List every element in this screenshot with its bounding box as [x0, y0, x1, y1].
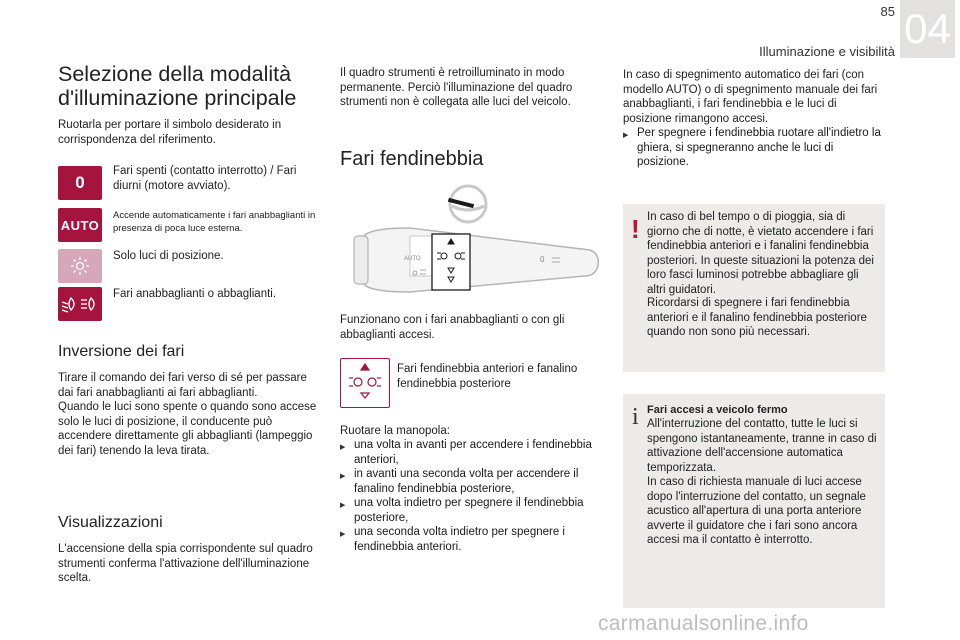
info-text-2: In caso di richiesta manuale di luci accese dopo l'interruzione del contatto, un segnale acustico all'apertura di una porta anteriore avverte il guidatore che i fari sono ancora accesi ma il contatto è interrotto.: [647, 476, 866, 546]
mode-auto-label: AUTO: [60, 217, 100, 233]
section-title: Illuminazione e visibilità: [759, 44, 895, 59]
mode-off-text: Fari spenti (contatto interrotto) / Fari diurni (motore avviato).: [113, 165, 297, 192]
side-lights-text: Solo luci di posizione.: [113, 250, 224, 262]
stalk-auto-label: AUTO: [404, 256, 421, 262]
intro-text: Ruotarla per portare il simbolo desiderato in corrispondenza del riferimento.: [58, 119, 282, 146]
knob-intro: Ruotare la manopola:: [340, 425, 450, 437]
knob-step: ▶ una volta indietro per spegnere il fendinebbia posteriore,: [340, 496, 602, 525]
backlight-text: Il quadro strumenti è retroilluminato in modo permanente. Perciò l'illuminazione del quadro strumenti non è collegata alle luci del veicolo.: [340, 67, 573, 108]
warning-icon: !: [631, 214, 640, 244]
warning-text-1: In caso di bel tempo o di pioggia, sia di giorno che di notte, è vietato accendere i fari fendinebbia anteriori e i fanalini fendinebbia posteriori. In queste situazioni la potenza dei loro fasci luminosi potrebbe abbagliare gli altri guidatori.: [647, 211, 874, 296]
stalk-zero-label: 0: [540, 255, 545, 264]
dipped-main-beam-text: Fari anabbaglianti o abbaglianti.: [113, 288, 277, 300]
auto-off-list: [623, 126, 885, 170]
fog-title: Fari fendinebbia: [340, 148, 484, 170]
chapter-tab: 04: [900, 0, 955, 58]
mode-off-icon: [58, 166, 102, 200]
warning-text-2: Ricordarsi di spegnere i fari fendinebbia anteriori e il fanalino fendinebbia posteriore quando non sono più necessari.: [647, 297, 867, 338]
knob-step: ▶ in avanti una seconda volta per accendere il fanalino fendinebbia posteriore,: [340, 467, 602, 496]
watermark: carmanualsonline.info: [598, 612, 809, 635]
mode-auto-text: Accende automaticamente i fari anabbaglianti in presenza di poca luce esterna.: [113, 210, 316, 234]
knob-steps-list: [340, 438, 602, 554]
info-title: Fari accesi a veicolo fermo: [647, 404, 788, 416]
inversion-text-2: Quando le luci sono spente o quando sono accese solo le luci di posizione, il conducente può accendere direttamente gli abbaglianti (lampeggio dei fari) tenendo la leva tirata.: [58, 401, 317, 457]
mode-auto-icon: [58, 208, 102, 242]
knob-step: ▶ una seconda volta indietro per spegnere i fendinebbia anteriori.: [340, 525, 602, 554]
inversion-title: Inversione dei fari: [58, 343, 185, 360]
mode-off-label: 0: [75, 173, 85, 192]
fog-icon-text: Fari fendinebbia anteriori e fanalino fendinebbia posteriore: [397, 363, 578, 390]
info-text-1: All'interruzione del contatto, tutte le luci si spengono istantaneamente, tranne in caso di attivazione dell'accensione automatica temporizzata.: [647, 418, 877, 474]
fog-intro: Funzionano con i fari anabbaglianti o con gli abbaglianti accesi.: [340, 314, 565, 341]
display-title: Visualizzazioni: [58, 514, 163, 531]
auto-off-text: In caso di spegnimento automatico dei fari (con modello AUTO) o di spegnimento manuale dei fari anabbaglianti, i fari fendinebbia e le luci di posizione rimangono accesi.: [623, 69, 878, 125]
knob-step: ▶ una volta in avanti per accendere i fendinebbia anteriori,: [340, 438, 602, 467]
display-text: L'accensione della spia corrispondente sul quadro strumenti conferma l'attivazione dell'illuminazione scelta.: [58, 543, 313, 584]
inversion-text-1: Tirare il comando dei fari verso di sé per passare dai fari anabbaglianti ai fari abbaglianti.: [58, 372, 307, 399]
fog-lights-icon: [340, 358, 390, 408]
dipped-main-beam-icon: [58, 287, 102, 321]
auto-off-bullet: ▶ Per spegnere i fendinebbia ruotare all'indietro la ghiera, si spegneranno anche le luci di posizione.: [623, 126, 885, 170]
side-lights-icon: [58, 249, 102, 283]
page-number: 85: [880, 4, 895, 19]
info-box: [623, 394, 885, 608]
stalk-illustration: [340, 180, 610, 305]
warning-box: [623, 204, 885, 372]
page-title: Selezione della modalità d'illuminazione principale: [58, 62, 297, 110]
info-icon: i: [632, 404, 639, 430]
